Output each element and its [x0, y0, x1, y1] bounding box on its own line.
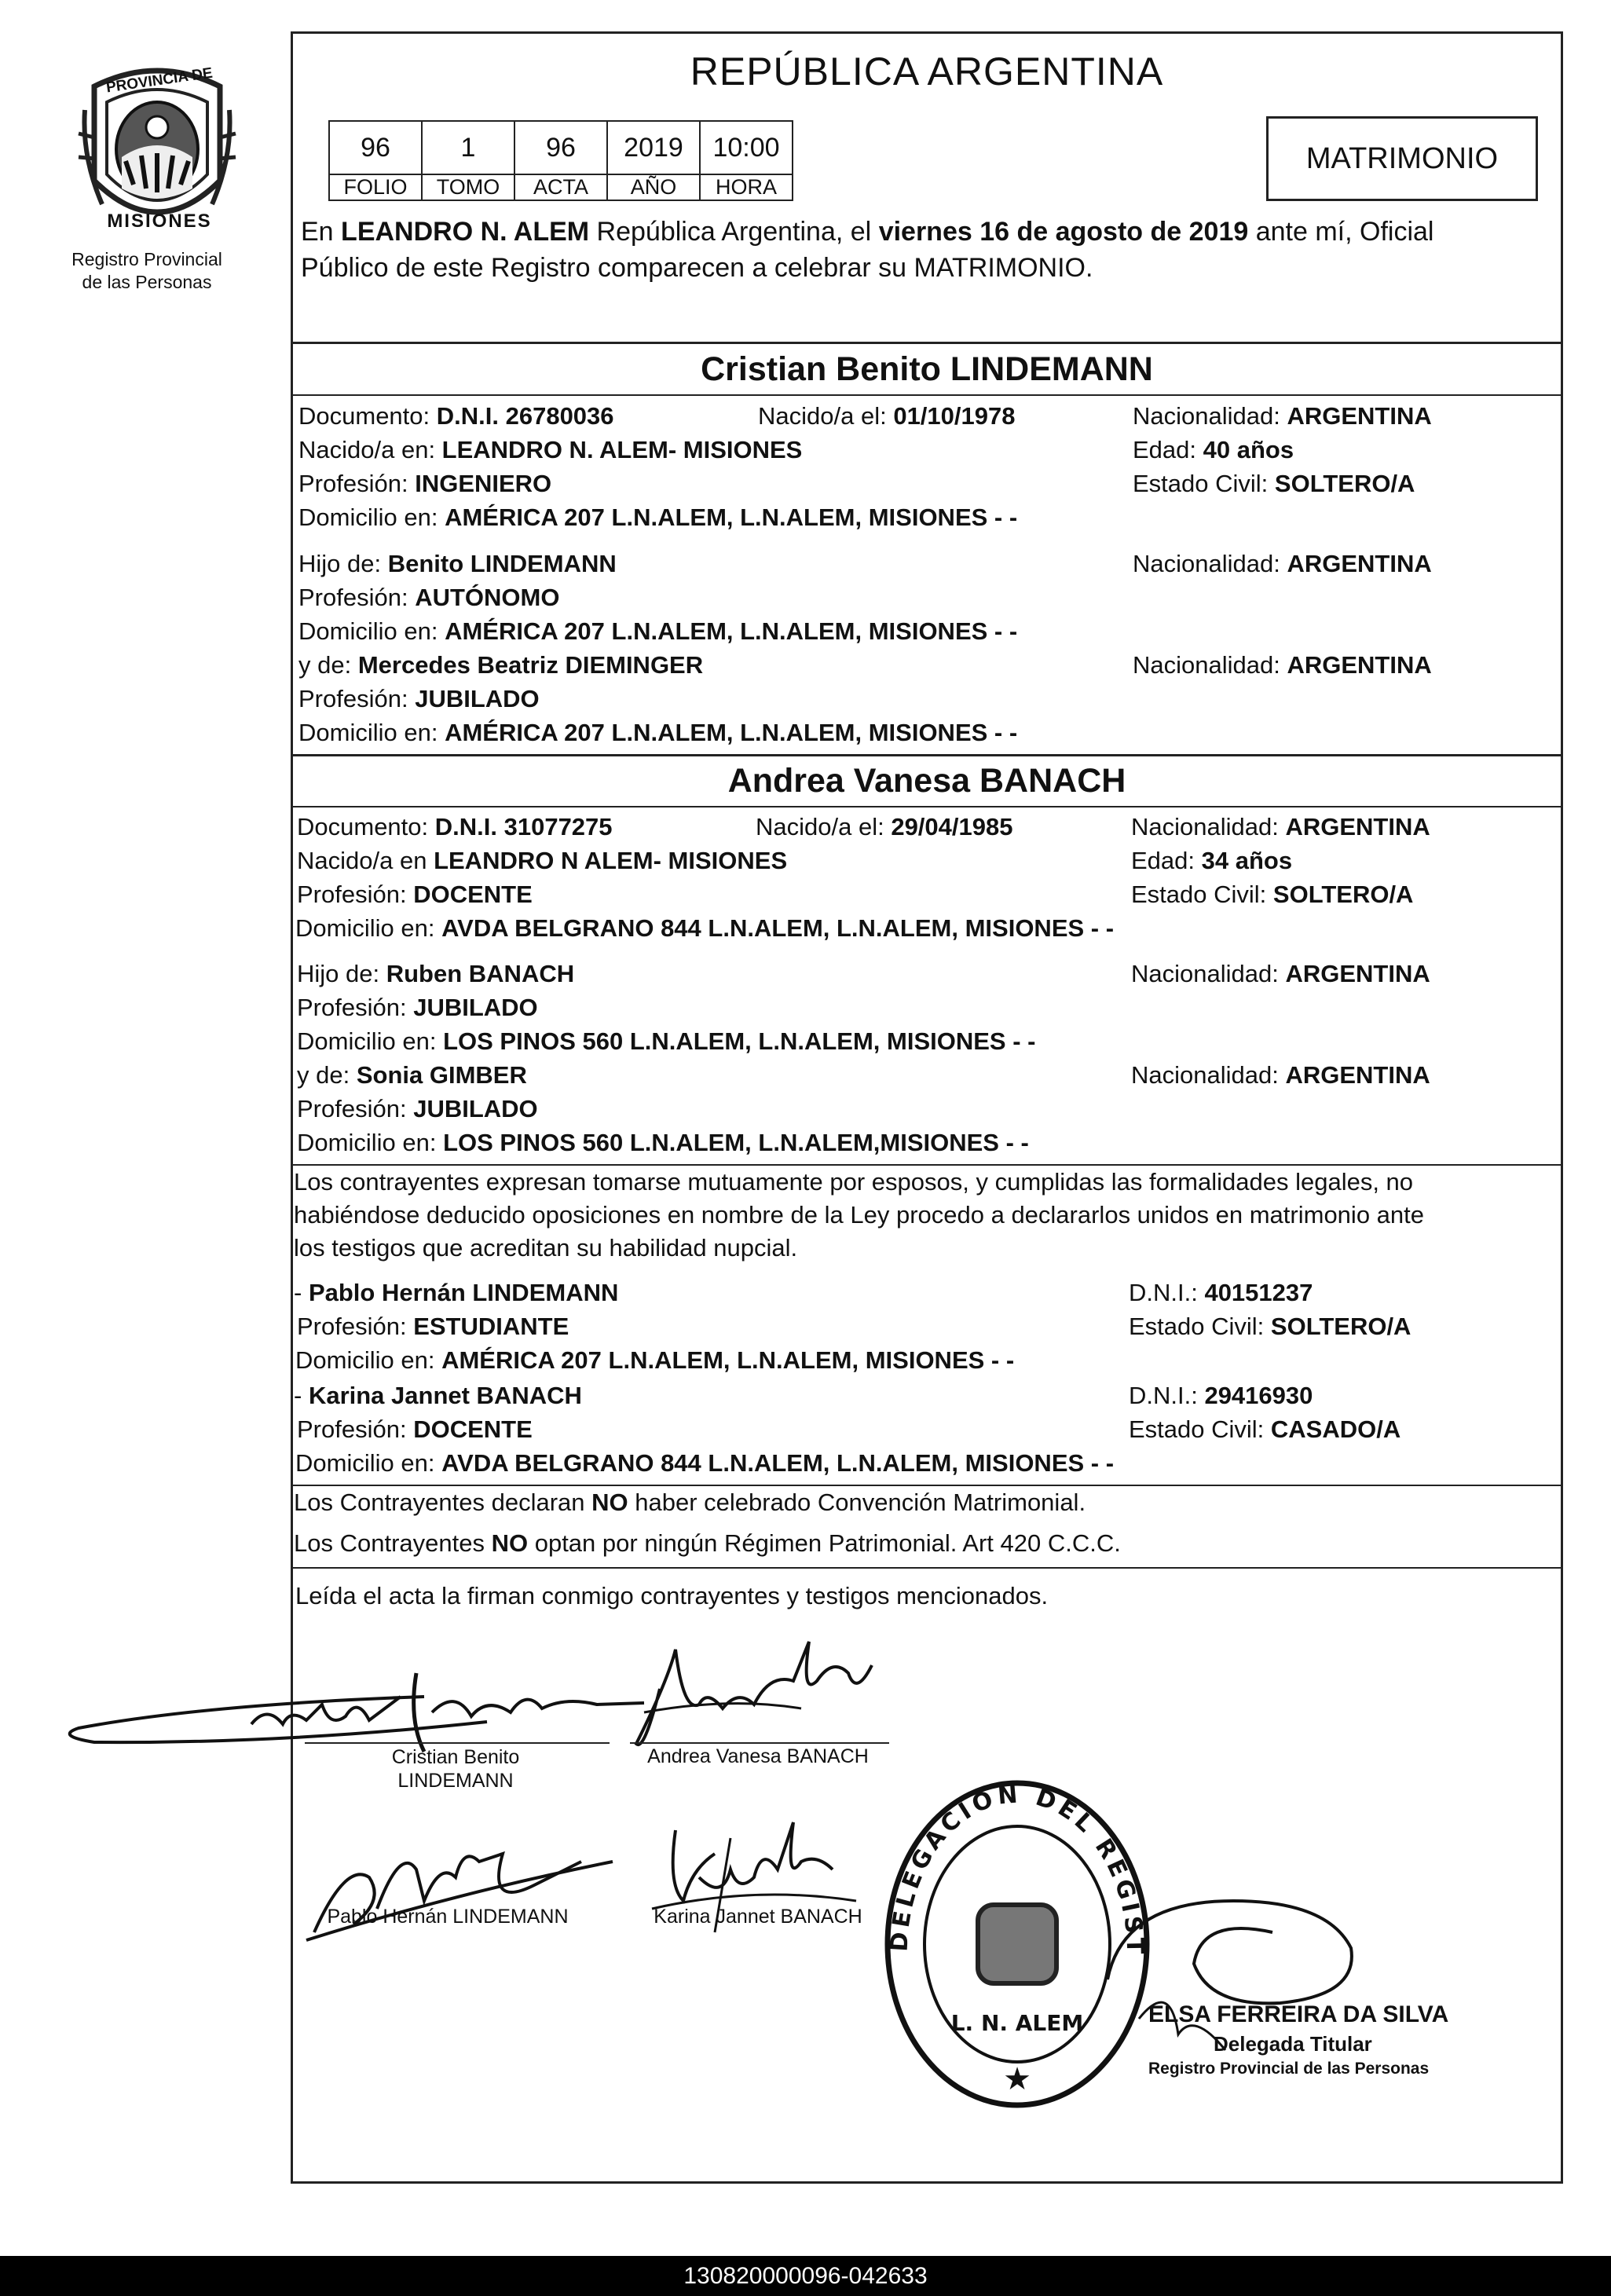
spouse1-name: Cristian Benito LINDEMANN: [701, 350, 1153, 388]
spouse1-mother-prof-value: JUBILADO: [415, 685, 540, 712]
registry-caption: [41, 248, 253, 294]
label: y de:: [297, 1061, 357, 1089]
label: Domicilio en:: [298, 617, 445, 645]
spouse1-nationality: [1133, 402, 1432, 430]
spouse2-father-prof-value: JUBILADO: [413, 994, 538, 1021]
hora-value: 10:00: [700, 121, 793, 174]
spouse1-civil-status: [1133, 470, 1415, 498]
spouse2-civil-value: SOLTERO/A: [1272, 881, 1414, 908]
witness1-dni: [1129, 1279, 1313, 1307]
spouse1-born-value: 01/10/1978: [893, 402, 1016, 430]
witness1-signature-caption: Pablo Hernán LINDEMANN: [327, 1906, 569, 1928]
document-code-bar: 130820000096-042633: [0, 2256, 1611, 2296]
spouse1-birthplace-value: LEANDRO N. ALEM- MISIONES: [441, 436, 803, 463]
witness2-signature-caption: Karina Jannet BANACH: [654, 1906, 862, 1928]
label: Domicilio en:: [295, 1346, 442, 1374]
label: Profesión:: [298, 584, 416, 611]
spouse2-dni: D.N.I. 31077275: [434, 813, 613, 840]
declaration-text: [294, 1166, 1558, 1265]
declaration-line3: los testigos que acreditan su habilidad nupcial.: [294, 1234, 798, 1262]
intro-date: viernes 16 de agosto de 2019: [878, 217, 1249, 247]
label: Estado Civil:: [1133, 470, 1275, 497]
label: Profesión:: [297, 994, 414, 1021]
label: Nacionalidad:: [1133, 402, 1287, 430]
spouse1-father-address: [298, 617, 1017, 646]
seal-ring-text: DELEGACION DEL REGISTRO PROVINCIAL DE LAS PERSONAS: [863, 1750, 1149, 1958]
spouse1-mother-nat-value: ARGENTINA: [1287, 651, 1432, 679]
act-type-box: MATRIMONIO: [1266, 116, 1538, 201]
label: Estado Civil:: [1129, 1313, 1271, 1340]
label: Estado Civil:: [1129, 1415, 1271, 1443]
text: optan por ningún Régimen Patrimonial. Art 420 C.C.C.: [528, 1529, 1121, 1557]
hora-label: HORA: [700, 174, 793, 200]
spouse2-father-profession: [297, 994, 538, 1022]
spouse2-father-nat-value: ARGENTINA: [1285, 960, 1430, 987]
divider-spouse2-name: [291, 806, 1563, 807]
label: D.N.I.:: [1129, 1382, 1205, 1409]
spouse1-father-nat-value: ARGENTINA: [1287, 550, 1432, 577]
officer-title: Delegada Titular: [1214, 2032, 1372, 2056]
acta-label: ACTA: [514, 174, 607, 200]
spouse1-birthplace: [298, 436, 802, 464]
spouse1-father: [298, 550, 617, 578]
spouse2-mother-nat-value: ARGENTINA: [1285, 1061, 1430, 1089]
spouse2-father: [297, 960, 574, 988]
witness1-dni-value: 40151237: [1204, 1279, 1313, 1306]
spouse1-age: [1133, 436, 1294, 464]
intro-line2: Público de este Registro comparecen a celebrar su MATRIMONIO.: [301, 253, 1093, 283]
spouse2-mother-address: [297, 1129, 1029, 1157]
text: haber celebrado Convención Matrimonial.: [628, 1489, 1086, 1516]
label: Profesión:: [298, 470, 416, 497]
spouse2-prof-value: DOCENTE: [413, 881, 533, 908]
witness1-address: [295, 1346, 1014, 1375]
label: Profesión:: [297, 1415, 414, 1443]
spouse2-signature-caption: Andrea Vanesa BANACH: [647, 1745, 869, 1767]
divider-spouse2: [291, 754, 1563, 756]
spouse2-address: [295, 914, 1114, 943]
spouse1-age-value: 40 años: [1203, 436, 1294, 463]
spouse2-birthplace: [297, 847, 787, 875]
bullet: -: [294, 1382, 309, 1409]
witness2-name-value: Karina Jannet BANACH: [308, 1382, 582, 1409]
divider-convention: [291, 1485, 1563, 1486]
label: Domicilio en:: [298, 719, 445, 746]
label: Domicilio en:: [297, 1027, 444, 1055]
country-title: REPÚBLICA ARGENTINA: [690, 49, 1164, 93]
intro-place: LEANDRO N. ALEM: [341, 217, 590, 247]
registry-caption-line2: de las Personas: [82, 272, 212, 292]
spouse1-father-dom-value: AMÉRICA 207 L.N.ALEM, L.N.ALEM, MISIONES - -: [445, 617, 1018, 645]
label: Profesión:: [298, 685, 416, 712]
text: Los Contrayentes declaran: [294, 1489, 592, 1516]
witness1-signature: [298, 1830, 628, 1956]
witness2-profession: [297, 1415, 533, 1444]
label: Nacionalidad:: [1131, 960, 1286, 987]
divider-closing: [291, 1567, 1563, 1569]
witness2-civil-status: [1129, 1415, 1400, 1444]
label: Profesión:: [297, 881, 414, 908]
witness1-profession: [297, 1313, 569, 1341]
spouse1-father-prof-value: AUTÓNOMO: [415, 584, 560, 611]
spouse2-age-value: 34 años: [1201, 847, 1293, 874]
spouse1-mother-profession: [298, 685, 540, 713]
spouse2-mother: [297, 1061, 527, 1089]
spouse2-nationality: [1131, 813, 1430, 841]
witness2-civil-value: CASADO/A: [1270, 1415, 1401, 1443]
label: Nacionalidad:: [1133, 550, 1287, 577]
label: Domicilio en:: [295, 1449, 442, 1477]
label: Nacido/a en:: [298, 436, 442, 463]
tomo-label: TOMO: [422, 174, 514, 200]
closing-text: Leída el acta la firman conmigo contrayentes y testigos mencionados.: [295, 1582, 1049, 1609]
spouse1-mother-nationality: [1133, 651, 1432, 679]
spouse1-signature-line: [305, 1742, 610, 1744]
label: Hijo de:: [297, 960, 386, 987]
witness1-dom-value: AMÉRICA 207 L.N.ALEM, L.N.ALEM, MISIONES - -: [441, 1346, 1015, 1374]
anio-label: AÑO: [607, 174, 700, 200]
label: Nacionalidad:: [1133, 651, 1287, 679]
emphasis-no: NO: [491, 1529, 529, 1557]
label: D.N.I.:: [1129, 1279, 1205, 1306]
spouse2-profession: [297, 881, 533, 909]
caption-line2: LINDEMANN: [397, 1770, 514, 1792]
label: Nacionalidad:: [1131, 813, 1286, 840]
officer-office: Registro Provincial de las Personas: [1148, 2060, 1430, 2078]
spouse2-document: [297, 813, 613, 841]
spouse2-born-value: 29/04/1985: [891, 813, 1013, 840]
declaration-line1: Los contrayentes expresan tomarse mutuamente por esposos, y cumplidas las formalidades legales, no: [294, 1168, 1414, 1196]
label: Nacido/a el:: [758, 402, 894, 430]
declaration-line2: habiéndose deducido oposiciones en nombre de la Ley procedo a declararlos unidos en matrimonio ante: [294, 1201, 1425, 1229]
divider-spouse1: [291, 342, 1563, 344]
record-table: [328, 120, 793, 201]
spouse2-mother-prof-value: JUBILADO: [413, 1095, 538, 1122]
spouse1-mother-dom-value: AMÉRICA 207 L.N.ALEM, L.N.ALEM, MISIONES - -: [445, 719, 1018, 746]
folio-label: FOLIO: [329, 174, 422, 200]
spouse1-father-profession: [298, 584, 559, 612]
spouse2-name: Andrea Vanesa BANACH: [727, 762, 1126, 800]
label: Documento:: [298, 402, 437, 430]
spouse2-mother-profession: [297, 1095, 538, 1123]
spouse1-mother: [298, 651, 703, 679]
spouse1-dom-value: AMÉRICA 207 L.N.ALEM, L.N.ALEM, MISIONES - -: [445, 504, 1018, 531]
spouse2-dom-value: AVDA BELGRANO 844 L.N.ALEM, L.N.ALEM, MISIONES - -: [441, 914, 1115, 942]
registry-caption-line1: Registro Provincial: [71, 249, 222, 269]
spouse1-dni: D.N.I. 26780036: [436, 402, 614, 430]
folio-value: 96: [329, 121, 422, 174]
emphasis-no: NO: [591, 1489, 628, 1516]
label: Profesión:: [297, 1313, 414, 1340]
intro-text: [301, 214, 1558, 286]
intro-suffix: ante mí, Oficial: [1248, 217, 1434, 247]
intro-prefix: En: [301, 217, 342, 247]
logo-top-text: PROVINCIA DE: [104, 64, 214, 97]
witness2-dni-value: 29416930: [1204, 1382, 1313, 1409]
spouse2-father-dom-value: LOS PINOS 560 L.N.ALEM, L.N.ALEM, MISIONES - -: [443, 1027, 1036, 1055]
text: Los Contrayentes: [294, 1529, 492, 1557]
label: Nacido/a el:: [756, 813, 892, 840]
spouse1-civil-value: SOLTERO/A: [1274, 470, 1415, 497]
convention-line1: [294, 1489, 1086, 1517]
witness1-name-value: Pablo Hernán LINDEMANN: [308, 1279, 619, 1306]
spouse1-address: [298, 504, 1017, 532]
spouse1-prof-value: INGENIERO: [415, 470, 552, 497]
spouse1-father-value: Benito LINDEMANN: [387, 550, 617, 577]
caption-line1: Cristian Benito: [391, 1746, 520, 1768]
label: Edad:: [1131, 847, 1202, 874]
convention-line2: [294, 1529, 1121, 1558]
spouse1-document: [298, 402, 614, 430]
spouse1-signature-caption: [338, 1745, 573, 1792]
spouse2-father-nationality: [1131, 960, 1430, 988]
logo-bottom-text: MISIONES: [107, 211, 212, 232]
spouse1-birthdate: [758, 402, 1015, 430]
label: Domicilio en:: [297, 1129, 444, 1156]
label: y de:: [298, 651, 358, 679]
witness2-prof-value: DOCENTE: [413, 1415, 533, 1443]
label: Edad:: [1133, 436, 1203, 463]
spouse1-father-nationality: [1133, 550, 1432, 578]
label: Profesión:: [297, 1095, 414, 1122]
spouse2-signature: [613, 1634, 895, 1752]
label: Nacido/a en: [297, 847, 434, 874]
spouse2-nat-value: ARGENTINA: [1285, 813, 1430, 840]
label: Documento:: [297, 813, 435, 840]
label: Estado Civil:: [1131, 881, 1273, 908]
witness2-address: [295, 1449, 1114, 1478]
spouse2-civil-status: [1131, 881, 1413, 909]
spouse2-mother-nationality: [1131, 1061, 1430, 1089]
witness1-civil-status: [1129, 1313, 1411, 1341]
spouse2-mother-dom-value: LOS PINOS 560 L.N.ALEM, L.N.ALEM,MISIONES - -: [443, 1129, 1029, 1156]
spouse2-mother-value: Sonia GIMBER: [356, 1061, 527, 1089]
spouse2-signature-line: [630, 1742, 889, 1744]
bullet: -: [294, 1279, 309, 1306]
label: Hijo de:: [298, 550, 388, 577]
seal-star-icon: ★: [1003, 2062, 1031, 2096]
intro-mid: República Argentina, el: [589, 217, 879, 247]
witness2-dni: [1129, 1382, 1313, 1410]
officer-signature: [1092, 1885, 1500, 2089]
tomo-value: 1: [422, 121, 514, 174]
intro-line1: [301, 214, 1558, 250]
spouse2-birthdate: [756, 813, 1012, 841]
spouse1-mother-address: [298, 719, 1017, 747]
label: Nacionalidad:: [1131, 1061, 1286, 1089]
witness2-name: [294, 1382, 582, 1410]
witness2-dom-value: AVDA BELGRANO 844 L.N.ALEM, L.N.ALEM, MISIONES - -: [441, 1449, 1115, 1477]
spouse1-nat-value: ARGENTINA: [1287, 402, 1432, 430]
label: Domicilio en:: [298, 504, 445, 531]
spouse2-father-value: Ruben BANACH: [386, 960, 575, 987]
witness1-prof-value: ESTUDIANTE: [413, 1313, 569, 1340]
acta-value: 96: [514, 121, 607, 174]
officer-name: ELSA FERREIRA DA SILVA: [1148, 2001, 1449, 2027]
spouse1-profession: [298, 470, 551, 498]
anio-value: 2019: [607, 121, 700, 174]
seal-center-text: L. N. ALEM: [950, 2010, 1084, 2036]
label: Domicilio en:: [295, 914, 442, 942]
witness1-civil-value: SOLTERO/A: [1270, 1313, 1411, 1340]
spouse1-mother-value: Mercedes Beatriz DIEMINGER: [357, 651, 704, 679]
divider-spouse1-name: [291, 394, 1563, 396]
spouse2-father-address: [297, 1027, 1035, 1056]
spouse2-birthplace-value: LEANDRO N ALEM- MISIONES: [434, 847, 788, 874]
witness1-name: [294, 1279, 618, 1307]
spouse2-age: [1131, 847, 1292, 875]
